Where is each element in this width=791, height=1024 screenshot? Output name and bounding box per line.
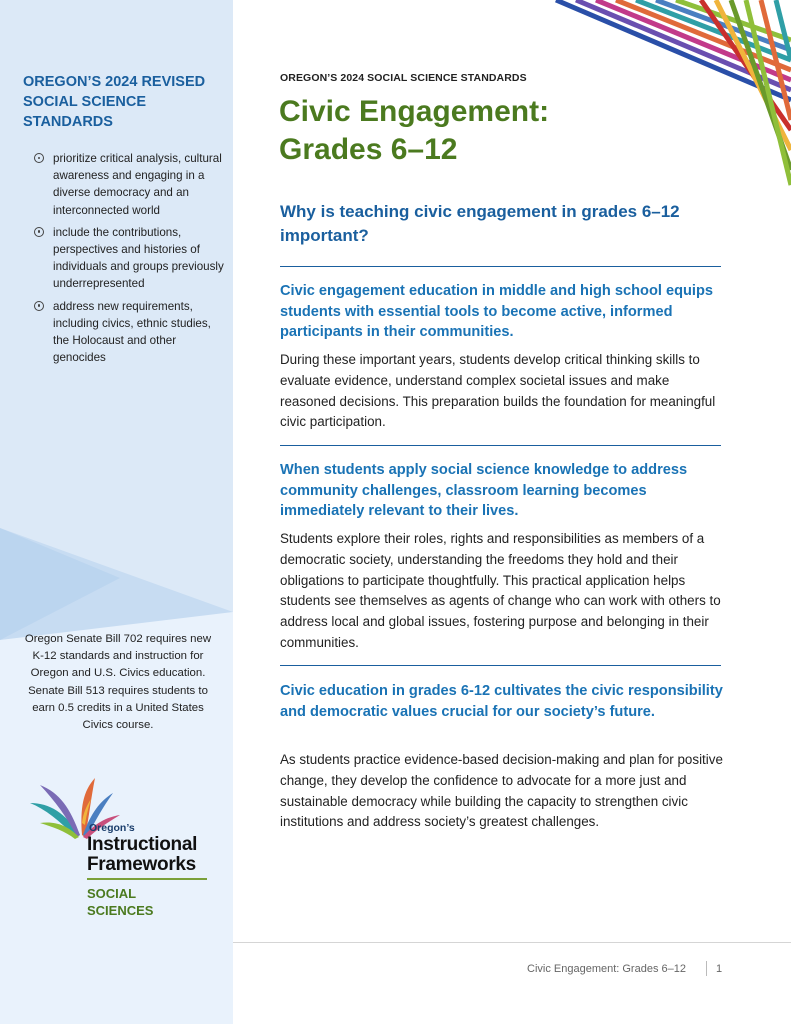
circle-bullet-icon bbox=[34, 301, 44, 311]
list-item bbox=[34, 298, 224, 367]
section-heading: When students apply social science knowledge to address community challenges, classroom learning becomes immediately relevant to their lives. bbox=[280, 462, 688, 519]
logo-social-text: SOCIAL bbox=[87, 886, 137, 901]
footer-label: Civic Engagement: Grades 6–12 bbox=[527, 963, 686, 975]
logo-sciences-text: SCIENCES bbox=[87, 903, 154, 918]
footer-separator bbox=[706, 961, 707, 976]
circle-bullet-icon bbox=[34, 227, 44, 237]
list-item bbox=[34, 150, 224, 219]
logo-divider bbox=[87, 878, 207, 880]
list-item-text: include the contributions, perspectives and histories of individuals and groups previously underrepresented bbox=[53, 225, 224, 291]
senate-bill-note: Oregon Senate Bill 702 requires new K-12 standards and instruction for Oregon and U.S. Civics education. Senate Bill 513 requires students to earn 0.5 credits in a United States Civics course. bbox=[24, 633, 212, 732]
main-question-heading: Why is teaching civic engagement in grades 6–12 important? bbox=[280, 202, 680, 245]
section-heading: Civic education in grades 6-12 cultivates the civic responsibility and democratic values crucial for our society’s future. bbox=[280, 683, 723, 720]
section-divider bbox=[280, 445, 721, 446]
eyebrow-label: OREGON’S 2024 SOCIAL SCIENCE STANDARDS bbox=[280, 72, 527, 84]
page-number: 1 bbox=[716, 963, 723, 975]
section-body: As students practice evidence-based decision-making and plan for positive change, they develop the confidence to advocate for a more just and sustainable democracy while building the capacity to strengthen civic institutions and address society’s greatest challenges. bbox=[280, 752, 723, 830]
section-divider bbox=[280, 266, 721, 267]
section-heading: Civic engagement education in middle and high school equips students with essential tools to become active, informed participants in their communities. bbox=[280, 283, 714, 340]
list-item-text: prioritize critical analysis, cultural awareness and engaging in a diverse democracy and an interconnected world bbox=[53, 152, 222, 217]
sidebar bbox=[0, 0, 233, 1024]
section-divider bbox=[280, 665, 721, 666]
list-item-text: address new requirements, including civics, ethnic studies, the Holocaust and other genocides bbox=[53, 299, 211, 365]
instructional-frameworks-logo bbox=[25, 773, 215, 923]
page-title: Civic Engagement: Grades 6–12 bbox=[279, 95, 550, 166]
logo-instructional-text: Instructional bbox=[87, 834, 198, 855]
footer-divider bbox=[233, 942, 791, 943]
standards-list bbox=[34, 150, 224, 371]
circle-bullet-icon bbox=[34, 153, 44, 163]
section-body: During these important years, students develop critical thinking skills to evaluate evidence, understand complex societal issues and make reasoned decisions. This preparation builds the foundation for meaningful civic participation. bbox=[280, 352, 716, 430]
section-body: Students explore their roles, rights and responsibilities as members of a democratic society, understanding the freedoms they hold and their obligations to participate thoughtfully. This practical application helps students see themselves as agents of change who can work with others to address local and global issues, fostering purpose and belonging in their communities. bbox=[280, 531, 721, 650]
logo-oregons-text: Oregon’s bbox=[89, 822, 135, 834]
logo-frameworks-text: Frameworks bbox=[87, 854, 196, 875]
sidebar-title: OREGON’S 2024 REVISED SOCIAL SCIENCE STANDARDS bbox=[23, 74, 206, 130]
list-item bbox=[34, 224, 224, 293]
